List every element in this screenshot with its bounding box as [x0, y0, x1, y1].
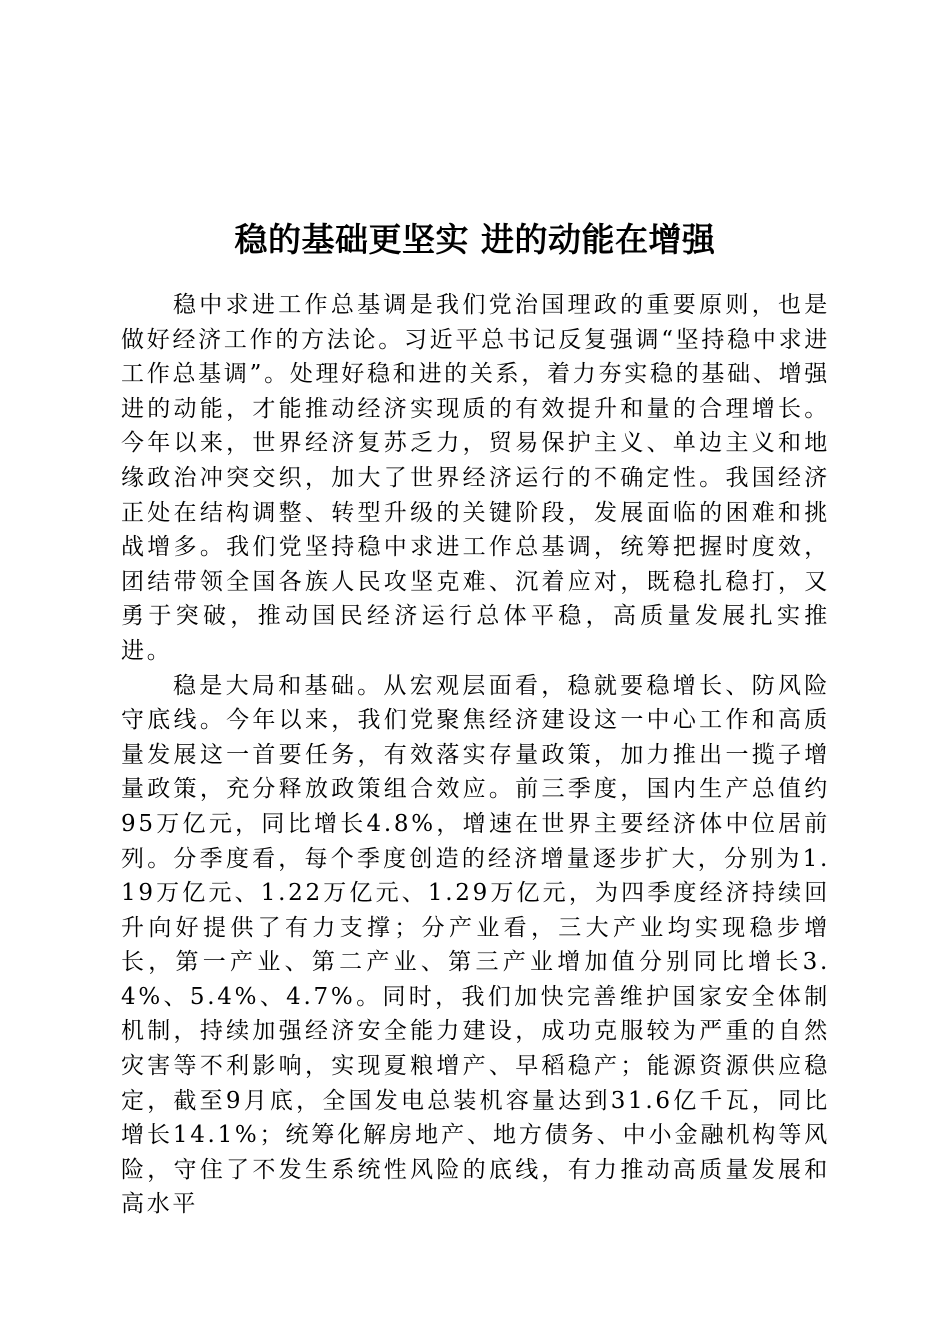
paragraph: 稳是大局和基础。从宏观层面看，稳就要稳增长、防风险守底线。今年以来，我们党聚焦经济建设这一中心工作和高质量发展这一首要任务，有效落实存量政策，加力推出一揽子增量政策，充分释放政策组合效应。前三季度，国内生产总值约95万亿元，同比增长4.8%，增速在世界主要经济体中位居前列。分季度看，每个季度创造的经济增量逐步扩大，分别为1.19万亿元、1.22万亿元、1.29万亿元，为四季度经济持续回升向好提供了有力支撑；分产业看，三大产业均实现稳步增长，第一产业、第二产业、第三产业增加值分别同比增长3.4%、5.4%、4.7%。同时，我们加快完善维护国家安全体制机制，持续加强经济安全能力建设，成功克服较为严重的自然灾害等不利影响，实现夏粮增产、早稻稳产；能源资源供应稳定，截至9月底，全国发电总装机容量达到31.6亿千瓦，同比增长14.1%；统筹化解房地产、地方债务、中小金融机构等风险，守住了不发生系统性风险的底线，有力推动高质量发展和高水平 — [121, 672, 830, 1218]
document-title: 稳的基础更坚实 进的动能在增强 — [234, 220, 716, 260]
document-body — [121, 288, 830, 1222]
paragraph: 稳中求进工作总基调是我们党治国理政的重要原则，也是做好经济工作的方法论。习近平总书记反复强调“坚持稳中求进工作总基调”。处理好稳和进的关系，着力夯实稳的基础、增强进的动能，才能推动经济实现质的有效提升和量的合理增长。今年以来，世界经济复苏乏力，贸易保护主义、单边主义和地缘政治冲突交织，加大了世界经济运行的不确定性。我国经济正处在结构调整、转型升级的关键阶段，发展面临的困难和挑战增多。我们党坚持稳中求进工作总基调，统筹把握时度效，团结带领全国各族人民攻坚克难、沉着应对，既稳扎稳打，又勇于突破，推动国民经济运行总体平稳，高质量发展扎实推进。 — [121, 292, 830, 664]
